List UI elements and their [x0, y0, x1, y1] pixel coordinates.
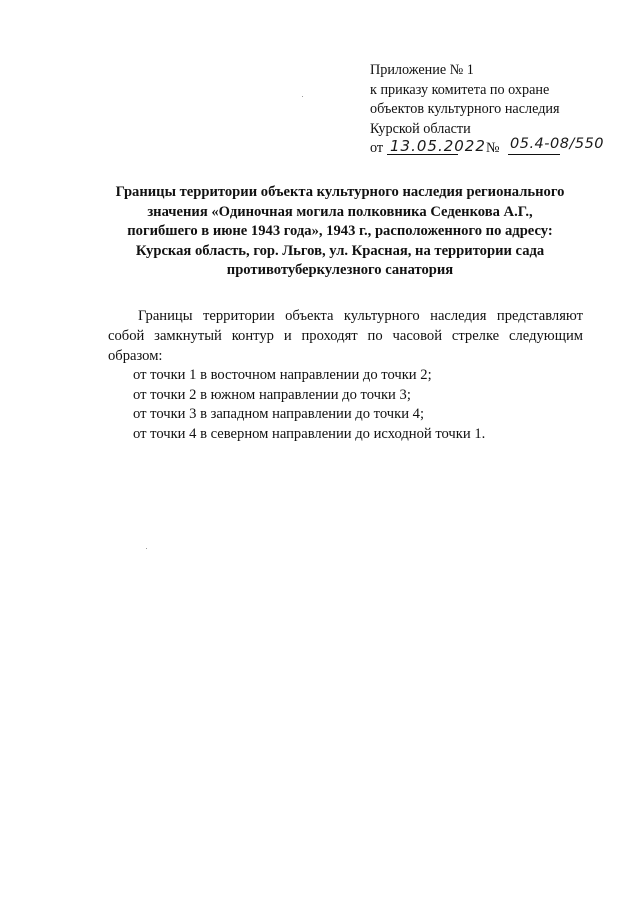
- handwritten-order-number: 05.4-08/550: [510, 136, 605, 152]
- title-line: Границы территории объекта культурного наследия регионального: [115, 184, 565, 200]
- boundary-step: от точки 3 в западном направлении до точки 4;: [133, 406, 425, 422]
- scan-speck: [302, 96, 303, 97]
- order-date-number-line: [370, 136, 632, 160]
- appendix-header: [370, 61, 632, 160]
- boundary-intro-paragraph: Границы территории объекта культурного наследия представляют собой замкнутый контур и проходят по часовой стрелке следующим образом:: [108, 308, 583, 364]
- appendix-number: Приложение № 1: [370, 62, 474, 78]
- handwritten-date: 13.05.2022: [390, 137, 486, 155]
- appendix-region: Курской области: [370, 120, 471, 137]
- title-line: значения «Одиночная могила полковника Седенкова А.Г.,: [147, 203, 533, 220]
- scan-speck: [146, 548, 147, 549]
- title-line: противотуберкулезного санатория: [226, 262, 454, 278]
- boundary-steps-list: [108, 366, 583, 444]
- boundary-step: от точки 2 в южном направлении до точки 3;: [133, 386, 411, 403]
- title-line: Курская область, гор. Льгов, ул. Красная, на территории сада: [135, 242, 545, 259]
- appendix-order-ref: к приказу комитета по охране: [370, 81, 550, 98]
- document-title: [90, 183, 590, 281]
- title-line: погибшего в июне 1943 года», 1943 г., расположенного по адресу:: [127, 223, 553, 239]
- document-body: [108, 306, 583, 444]
- appendix-committee: объектов культурного наследия: [370, 101, 560, 117]
- date-prefix: от: [370, 140, 384, 156]
- boundary-step: от точки 1 в восточном направлении до точки 2;: [133, 367, 432, 383]
- boundary-step: от точки 4 в северном направлении до исходной точки 1.: [133, 425, 486, 442]
- number-sign: №: [486, 140, 500, 156]
